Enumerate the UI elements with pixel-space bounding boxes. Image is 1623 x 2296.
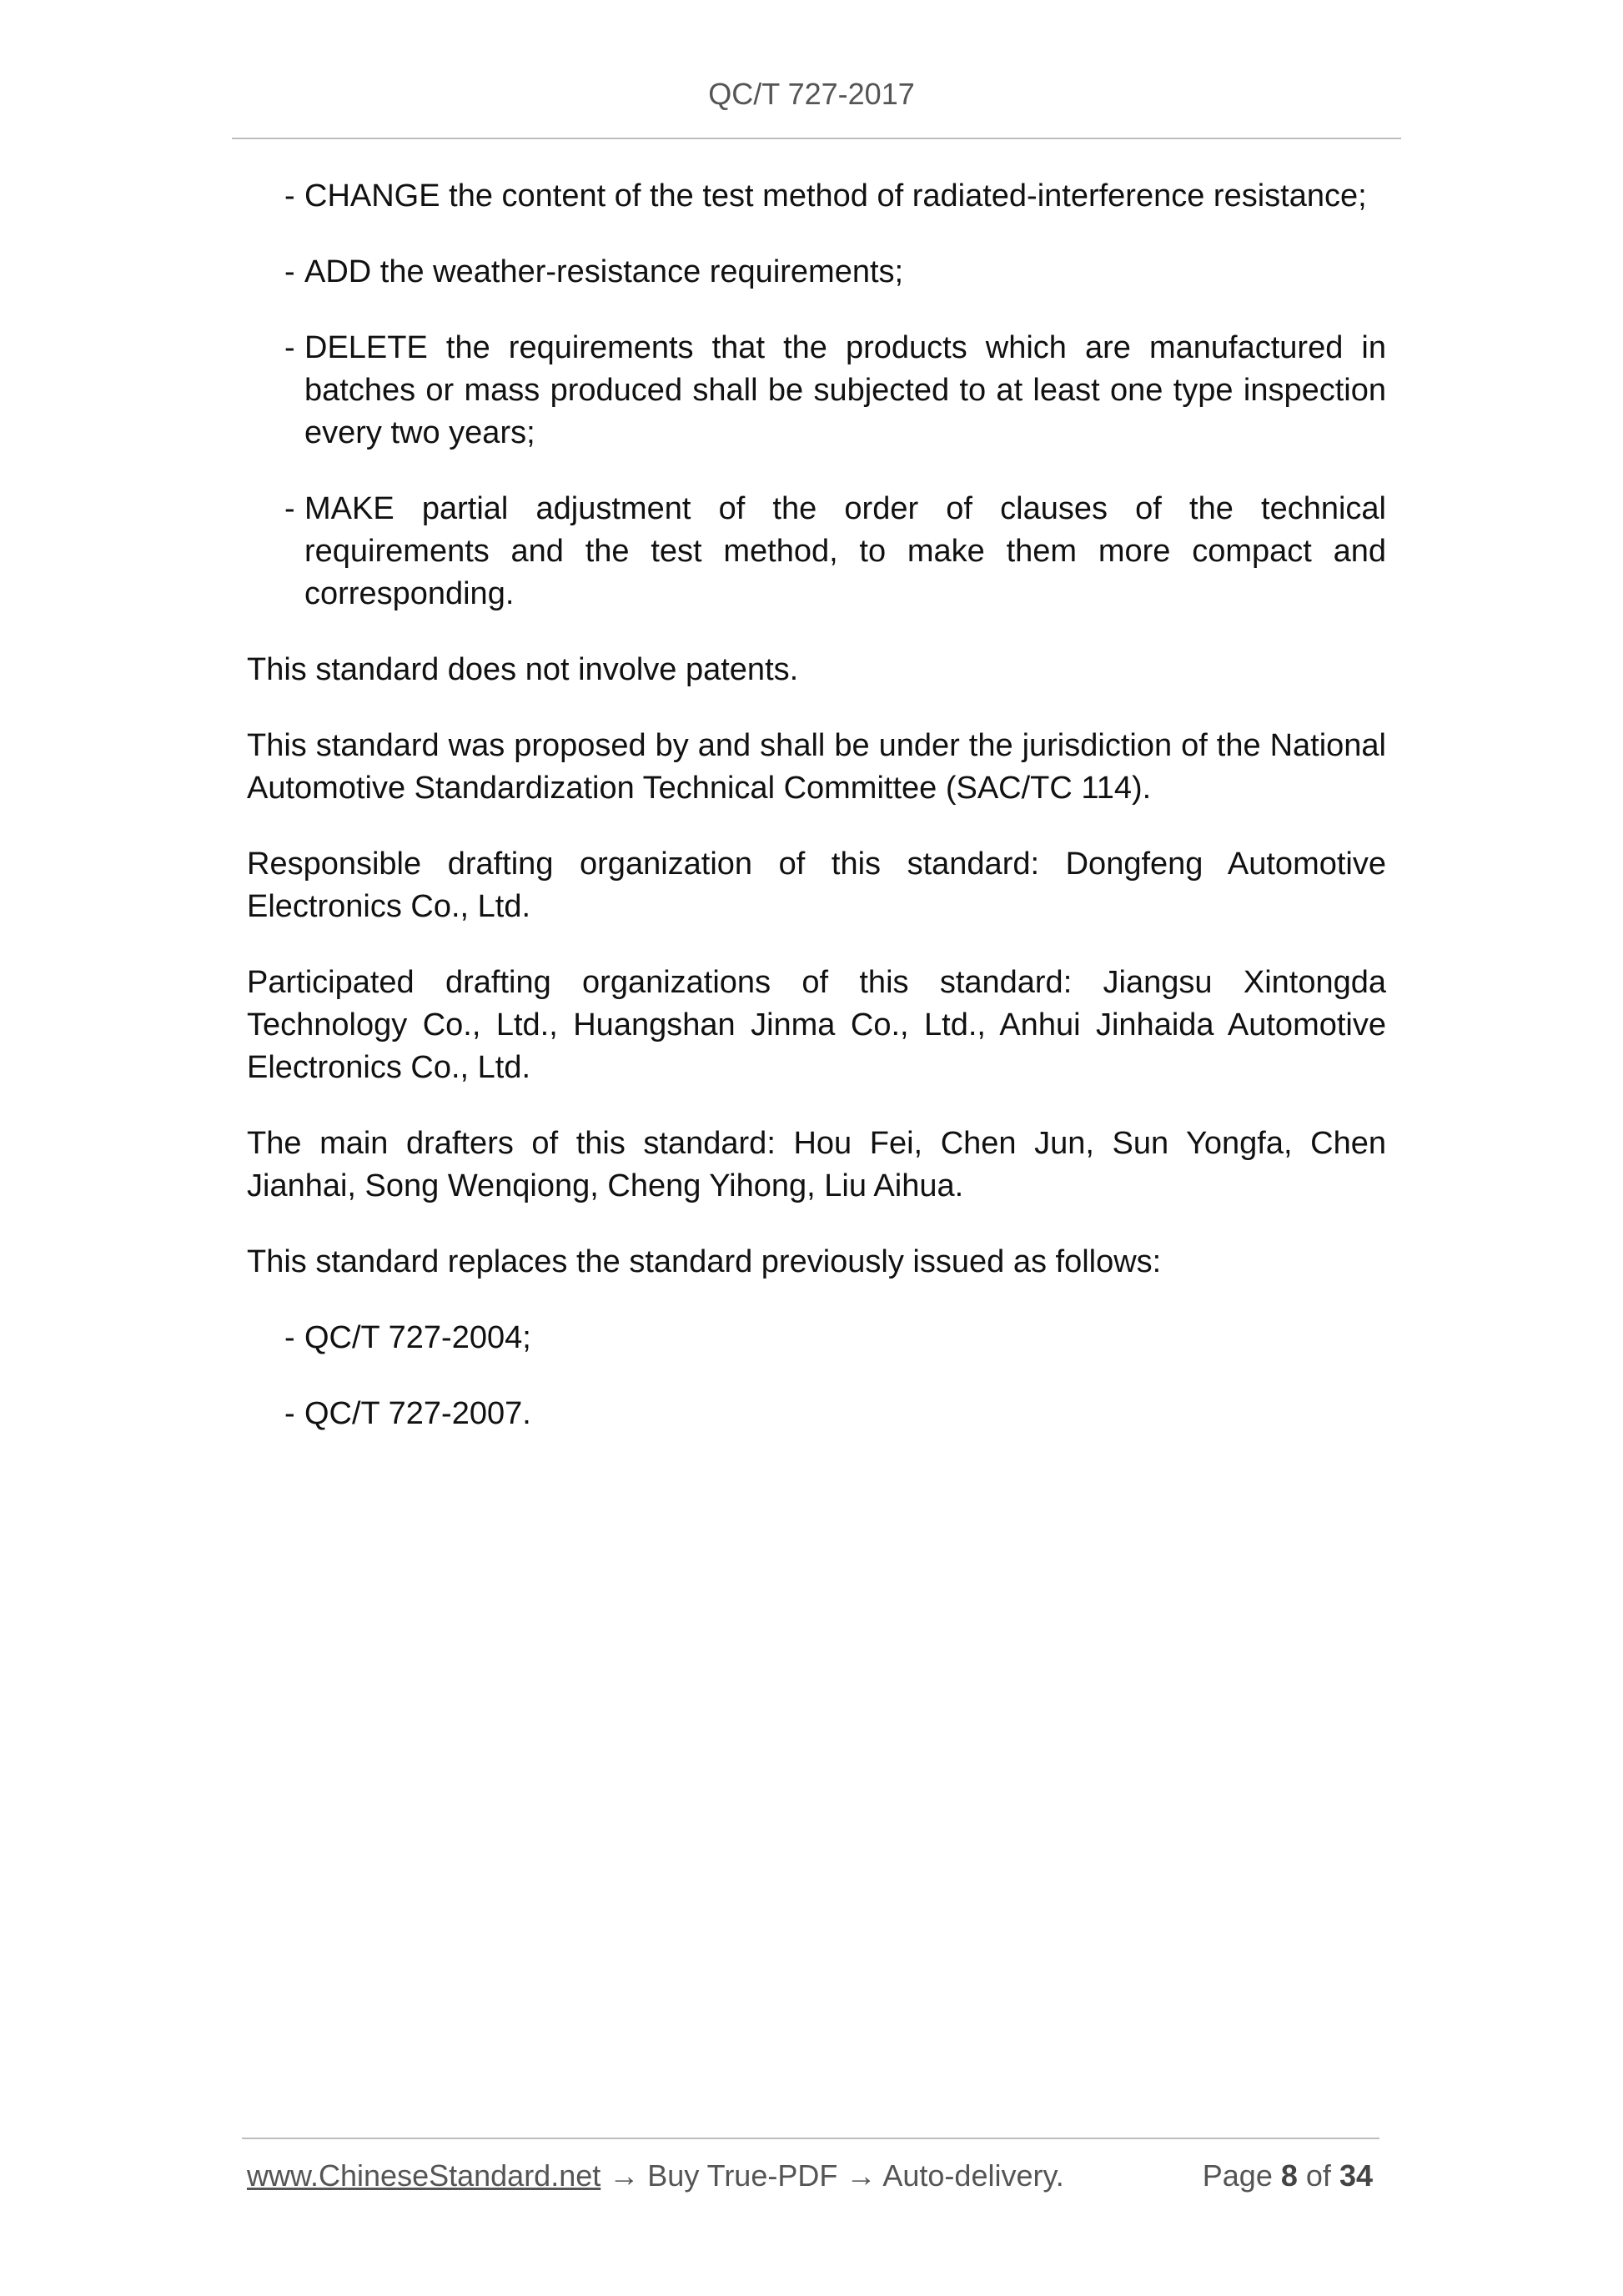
list-dash: - xyxy=(284,1320,295,1355)
list-item-text: QC/T 727-2007. xyxy=(304,1396,531,1431)
list-dash: - xyxy=(284,254,295,289)
current-page-number: 8 xyxy=(1280,2158,1298,2193)
page-label: Page xyxy=(1202,2158,1273,2193)
footer-promo xyxy=(247,2158,1064,2193)
list-item xyxy=(247,175,1386,218)
total-pages-number: 34 xyxy=(1339,2158,1373,2193)
arrow-right-icon: → xyxy=(609,2158,640,2193)
page-header: QC/T 727-2017 xyxy=(708,77,915,111)
responsible-organization-paragraph: Responsible drafting organization of this standard: Dongfeng Automotive Electronics Co., Ltd. xyxy=(247,847,1386,924)
list-item-text: QC/T 727-2004; xyxy=(304,1320,531,1355)
list-dash: - xyxy=(284,1396,295,1431)
document-body xyxy=(247,175,1386,1469)
of-label: of xyxy=(1305,2158,1331,2193)
list-item xyxy=(247,1393,1386,1435)
list-item xyxy=(247,488,1386,615)
list-item-text: MAKE partial adjustment of the order of clauses of the technical requirements and the test method, to make them more compact and corresponding. xyxy=(304,491,1386,611)
drafters-paragraph: The main drafters of this standard: Hou Fei, Chen Jun, Sun Yongfa, Chen Jianhai, Song Wenqiong, Cheng Yihong, Liu Aihua. xyxy=(247,1126,1386,1203)
list-dash: - xyxy=(284,491,295,526)
replaces-paragraph: This standard replaces the standard previously issued as follows: xyxy=(247,1244,1162,1279)
website-link[interactable]: www.ChineseStandard.net xyxy=(247,2158,601,2193)
list-dash: - xyxy=(284,178,295,214)
participated-organizations-paragraph: Participated drafting organizations of this standard: Jiangsu Xintongda Technology Co., Ltd., Huangshan Jinma Co., Ltd., Anhui Jinhaida Automotive Electronics Co., Ltd. xyxy=(247,965,1386,1085)
arrow-right-icon: → xyxy=(846,2158,877,2193)
list-dash: - xyxy=(284,330,295,365)
page-counter xyxy=(1203,2158,1373,2193)
footer-divider xyxy=(242,2138,1379,2139)
list-item-text: DELETE the requirements that the products which are manufactured in batches or mass produced shall be subjected to at least one type inspection every two years; xyxy=(304,330,1386,450)
list-item-text: CHANGE the content of the test method of radiated-interference resistance; xyxy=(304,178,1367,214)
list-item xyxy=(247,251,1386,294)
header-divider xyxy=(232,138,1401,139)
patents-paragraph: This standard does not involve patents. xyxy=(247,652,799,687)
list-item xyxy=(247,1317,1386,1359)
proposed-paragraph: This standard was proposed by and shall be under the jurisdiction of the National Automotive Standardization Technical Committee (SAC/TC 114). xyxy=(247,728,1386,806)
list-item xyxy=(247,327,1386,455)
buy-true-pdf-text: Buy True-PDF xyxy=(647,2158,838,2193)
auto-delivery-text: Auto-delivery. xyxy=(882,2158,1064,2193)
list-item-text: ADD the weather-resistance requirements; xyxy=(304,254,904,289)
